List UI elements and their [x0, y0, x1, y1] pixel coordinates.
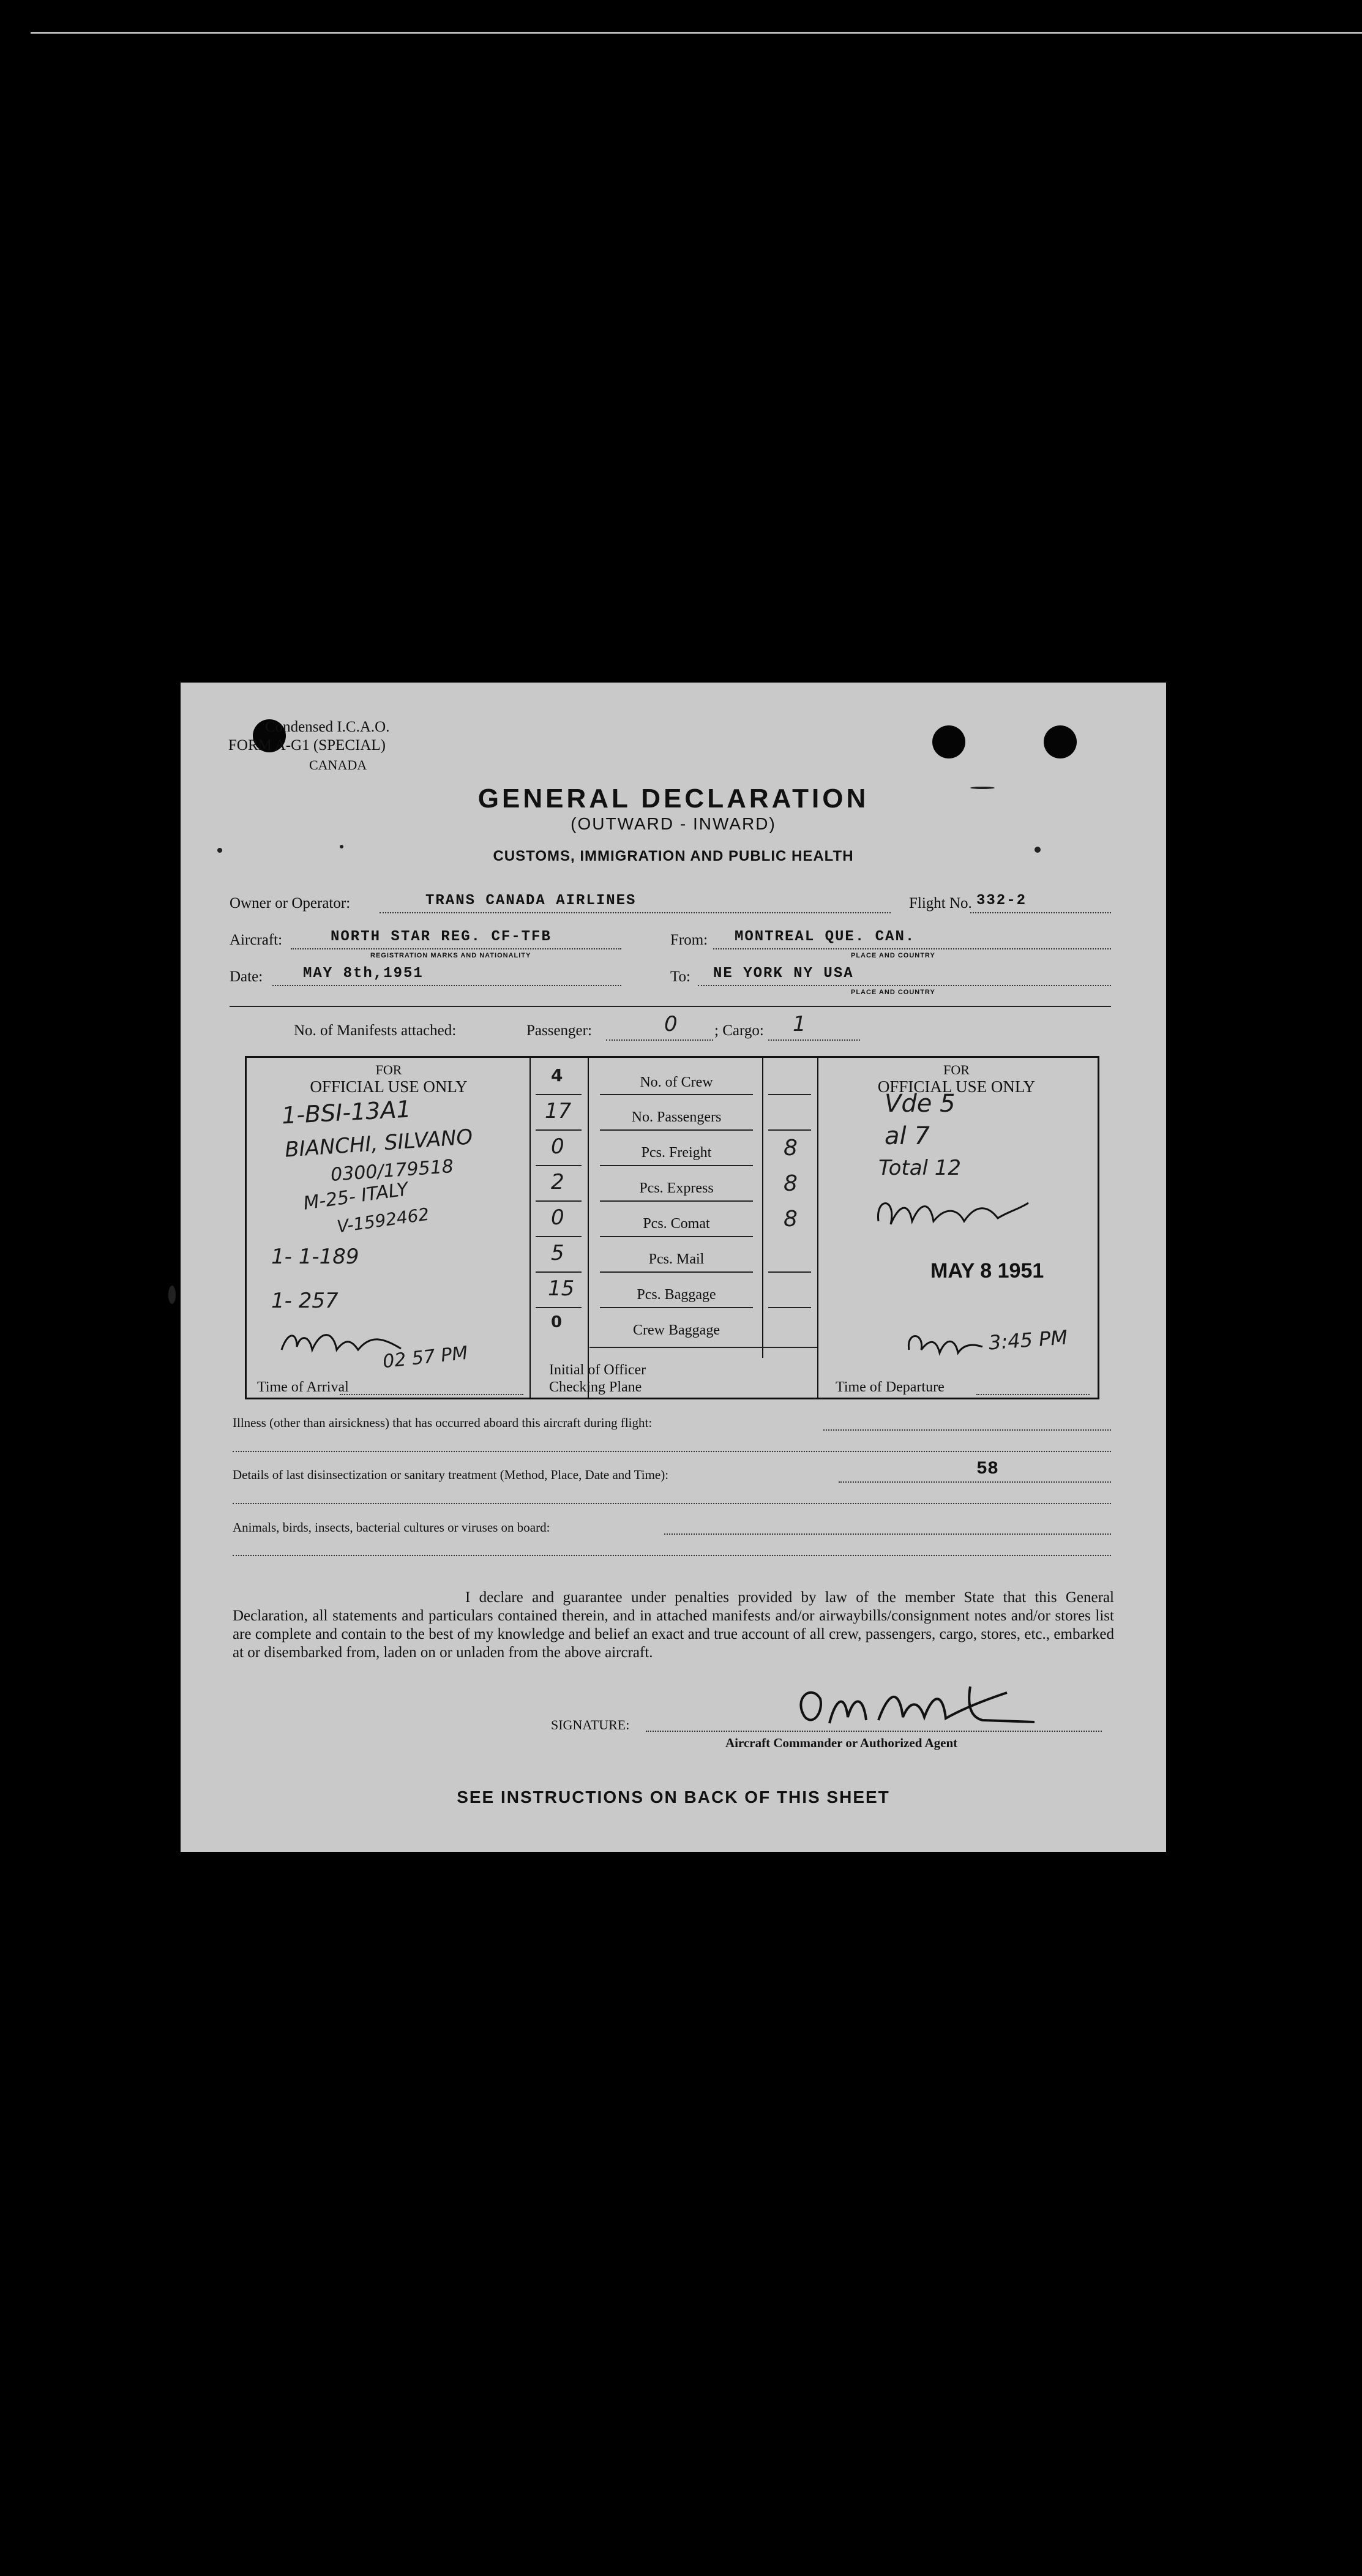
scan-speck — [1035, 847, 1041, 853]
left-header-official: OFFICIAL USE ONLY — [310, 1077, 468, 1096]
owner-line — [380, 912, 891, 913]
check-column-line — [768, 1271, 811, 1273]
row-label-crew: No. of Crew — [640, 1074, 713, 1090]
row-line — [600, 1094, 753, 1095]
handwritten-note: Vde 5 — [885, 1090, 956, 1118]
table-divider-right — [762, 1058, 763, 1358]
handwritten-note: 1-BSI-13A1 — [280, 1095, 412, 1129]
row-line — [536, 1129, 582, 1131]
owner-label: Owner or Operator: — [230, 895, 351, 912]
row-label-express: Pcs. Express — [639, 1180, 714, 1196]
row-line — [536, 1236, 582, 1237]
handwritten-note: 0300/179518 — [330, 1156, 454, 1186]
date-value: MAY 8th,1951 — [303, 965, 424, 982]
illness-label: Illness (other than airsickness) that has occurred aboard this aircraft during flight: — [233, 1415, 653, 1430]
row-line — [600, 1165, 753, 1166]
check-mark: 8 — [784, 1207, 798, 1232]
row-label-freight: Pcs. Freight — [641, 1145, 712, 1161]
departure-label: Time of Departure — [836, 1379, 945, 1395]
table-divider-left — [529, 1058, 531, 1398]
row-line — [600, 1307, 753, 1308]
officer-initials-scribble — [279, 1325, 413, 1362]
punch-hole — [932, 725, 965, 758]
passenger-label: Passenger: — [526, 1022, 592, 1039]
date-label: Date: — [230, 968, 263, 985]
from-label: From: — [670, 932, 708, 948]
to-line — [698, 985, 1111, 986]
punch-hole — [1044, 725, 1077, 758]
declaration-text: I declare and guarantee under penalties provided by law of the member State that this General Declaration, all statements and particulars contained therein, and in attached manifests and/or airwaybills/consignment notes and/or stores list are complete and contain to the best of my knowledge and belief an exact and true account of all crew, passengers, cargo, stores, etc., embarked at or disembarked from, laden on or unladen from the above aircraft. — [233, 1589, 1114, 1661]
from-line — [713, 948, 1111, 949]
right-header-for: FOR — [943, 1062, 970, 1077]
handwritten-note: 1- 1-189 — [271, 1245, 359, 1269]
flight-line — [970, 912, 1111, 913]
departure-line — [976, 1394, 1090, 1395]
check-mark: 8 — [784, 1136, 798, 1161]
scan-top-line — [31, 32, 1362, 34]
handwritten-note: Total 12 — [878, 1156, 962, 1180]
handwritten-note: V-1592462 — [335, 1204, 431, 1237]
aircraft-value: NORTH STAR REG. CF-TFB — [331, 929, 552, 945]
crew-baggage-count: 0 — [551, 1313, 563, 1331]
handwritten-note: 3:45 PM — [987, 1325, 1069, 1355]
handwritten-note: al 7 — [885, 1122, 930, 1150]
mail-count: 5 — [551, 1241, 564, 1265]
aircraft-line — [291, 948, 621, 949]
signature-label: SIGNATURE: — [551, 1717, 630, 1732]
section-divider — [230, 1006, 1111, 1007]
passenger-line — [606, 1039, 713, 1041]
passenger-value: 0 — [664, 1012, 678, 1036]
row-line — [600, 1129, 753, 1131]
to-label: To: — [670, 968, 690, 985]
instructions-footer: SEE INSTRUCTIONS ON BACK OF THIS SHEET — [457, 1788, 890, 1807]
row-label-mail: Pcs. Mail — [648, 1251, 705, 1267]
check-mark: 8 — [784, 1171, 798, 1196]
row-line — [600, 1200, 753, 1202]
general-declaration-form — [181, 683, 1166, 1852]
from-value: MONTREAL QUE. CAN. — [735, 929, 916, 945]
row-label-passengers: No. Passengers — [631, 1109, 722, 1125]
express-count: 2 — [551, 1170, 564, 1194]
table-divider-middle — [588, 1058, 589, 1398]
row-line — [589, 1347, 817, 1348]
officer-initials-scribble — [903, 1325, 989, 1362]
left-header-for: FOR — [375, 1062, 402, 1077]
crew-count: 4 — [551, 1065, 563, 1085]
initial-label-2: Checking Plane — [549, 1379, 642, 1395]
arrival-label: Time of Arrival — [257, 1379, 349, 1395]
row-label-baggage: Pcs. Baggage — [637, 1287, 716, 1303]
scan-speck — [340, 845, 343, 848]
date-line — [272, 985, 621, 986]
scan-speck — [970, 787, 995, 789]
check-column-line — [768, 1094, 811, 1095]
row-label-crew-baggage: Crew Baggage — [633, 1322, 720, 1338]
row-line — [536, 1200, 582, 1202]
cargo-line — [768, 1039, 860, 1041]
from-caption: PLACE AND COUNTRY — [851, 952, 935, 959]
flight-label: Flight No. — [909, 895, 972, 912]
animals-line — [664, 1533, 1111, 1535]
disinsect-value: 58 — [976, 1459, 999, 1480]
handwritten-note: BIANCHI, SILVANO — [283, 1125, 474, 1163]
arrival-line — [340, 1394, 523, 1395]
handwritten-note: 02 57 PM — [381, 1342, 469, 1373]
cargo-label: ; Cargo: — [714, 1022, 764, 1039]
illness-line — [233, 1451, 1111, 1452]
comat-count: 0 — [551, 1205, 564, 1230]
page-subtitle: (OUTWARD - INWARD) — [571, 814, 776, 833]
signature-caption: Aircraft Commander or Authorized Agent — [725, 1735, 958, 1750]
disinsect-line — [839, 1481, 1111, 1483]
row-line — [536, 1165, 582, 1166]
table-divider-far-right — [817, 1058, 818, 1398]
form-header-country: CANADA — [309, 757, 367, 773]
to-caption: PLACE AND COUNTRY — [851, 989, 935, 996]
manifests-label: No. of Manifests attached: — [294, 1022, 457, 1039]
animals-label: Animals, birds, insects, bacterial cultures or viruses on board: — [233, 1520, 550, 1535]
to-value: NE YORK NY USA — [713, 965, 854, 982]
officer-initials-scribble — [872, 1191, 1031, 1234]
handwritten-note: M-25- ITALY — [302, 1178, 410, 1215]
form-header-org: Condensed I.C.A.O. — [265, 719, 390, 735]
scan-speck — [168, 1286, 176, 1304]
initial-label-1: Initial of Officer — [549, 1362, 646, 1378]
baggage-count: 15 — [548, 1276, 575, 1301]
owner-value: TRANS CANADA AIRLINES — [425, 893, 637, 909]
flight-value: 332-2 — [976, 893, 1027, 909]
date-stamp: MAY 8 1951 — [930, 1259, 1044, 1282]
check-column-line — [768, 1129, 811, 1131]
form-header-code: FORM A-G1 (SPECIAL) — [228, 737, 386, 754]
right-header-official: OFFICIAL USE ONLY — [877, 1077, 1036, 1096]
page-title: GENERAL DECLARATION — [477, 784, 869, 814]
freight-count: 0 — [551, 1134, 564, 1159]
commander-signature — [787, 1674, 1044, 1735]
row-line — [600, 1271, 753, 1273]
row-line — [536, 1094, 582, 1095]
row-line — [536, 1271, 582, 1273]
check-column-line — [768, 1307, 811, 1308]
aircraft-caption: REGISTRATION MARKS AND NATIONALITY — [370, 952, 531, 959]
animals-line — [233, 1555, 1111, 1556]
cargo-value: 1 — [793, 1012, 806, 1036]
row-line — [600, 1236, 753, 1237]
handwritten-note: 1- 257 — [271, 1289, 339, 1313]
disinsect-label: Details of last disinsectization or sanitary treatment (Method, Place, Date and Time): — [233, 1467, 669, 1482]
illness-line — [823, 1429, 1111, 1431]
customs-heading: CUSTOMS, IMMIGRATION AND PUBLIC HEALTH — [493, 848, 854, 864]
scan-speck — [217, 848, 222, 853]
aircraft-label: Aircraft: — [230, 932, 283, 948]
row-label-comat: Pcs. Comat — [643, 1216, 710, 1232]
passengers-count: 17 — [545, 1099, 572, 1123]
row-line — [536, 1307, 582, 1308]
disinsect-line — [233, 1503, 1111, 1504]
